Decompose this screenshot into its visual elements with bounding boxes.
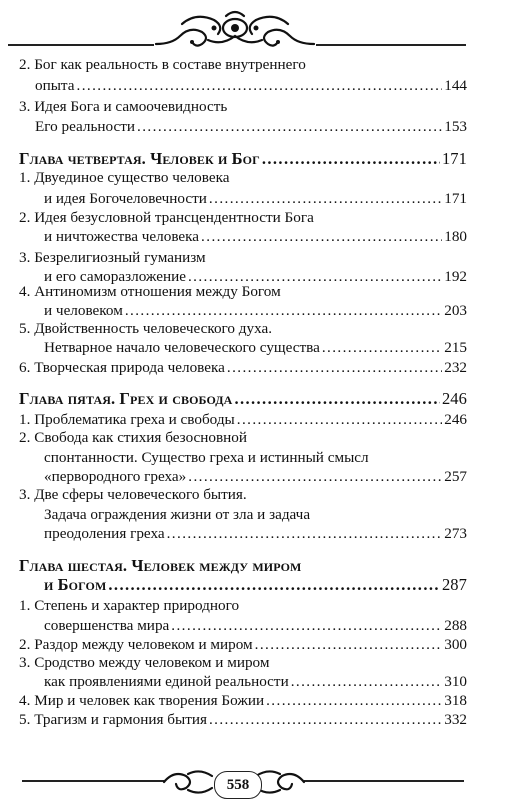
toc-entry-text: совершенства мира: [44, 617, 170, 634]
toc-entry-text: 2. Раздор между человеком и миром: [19, 636, 253, 653]
page-ref: 310: [444, 673, 467, 690]
page-ref: 203: [444, 302, 467, 319]
page-ref: 215: [444, 339, 467, 356]
dot-leader: [262, 149, 440, 169]
page-ref: 246: [441, 389, 467, 408]
toc-entry-line: 5. Двойственность человеческого духа.: [19, 320, 273, 337]
dot-leader: [125, 301, 442, 321]
chapter-heading: [19, 389, 467, 409]
toc-entry-text: опыта: [35, 77, 75, 94]
dot-leader: [209, 710, 442, 730]
toc-entry: [19, 635, 467, 655]
toc-entry-line: 2. Идея безусловной трансцендентности Бога: [19, 209, 314, 226]
header-ornament-icon: [152, 6, 318, 54]
dot-leader: [201, 227, 442, 247]
dot-leader: [171, 616, 442, 636]
chapter-heading: [19, 149, 467, 169]
toc-entry-text: и идея Богочеловечности: [44, 190, 207, 207]
page-number: 558: [214, 771, 262, 799]
toc-entry: [44, 227, 467, 247]
dot-leader: [291, 672, 443, 692]
toc-entry-text: преодоления греха: [44, 525, 165, 542]
chapter-heading-continuation-text: и Богом: [44, 575, 107, 594]
page-ref: 232: [444, 359, 467, 376]
page-ref: 288: [444, 617, 467, 634]
toc-entry: [19, 710, 467, 730]
toc-entry-line: 3. Две сферы человеческого бытия.: [19, 486, 247, 503]
page-ref: 246: [444, 411, 467, 428]
toc-entry-text: и его саморазложение: [44, 268, 186, 285]
page-ref: 300: [444, 636, 467, 653]
toc-entry-line: Задача ограждения жизни от зла и задача: [44, 506, 311, 523]
page-ref: 144: [444, 77, 467, 94]
page-ref: 171: [441, 149, 467, 168]
page-ref: 180: [444, 228, 467, 245]
toc-entry-line: 3. Безрелигиозный гуманизм: [19, 249, 206, 266]
page-ref: 192: [444, 268, 467, 285]
toc-entry-line: 2. Свобода как стихия безосновной: [19, 429, 248, 446]
toc-entry-text: и ничтожества человека: [44, 228, 200, 245]
toc-entry-text: 5. Трагизм и гармония бытия: [19, 711, 207, 728]
dot-leader: [188, 467, 442, 487]
dot-leader: [167, 524, 443, 544]
toc-entry: [44, 189, 467, 209]
toc-entry: [44, 338, 467, 358]
toc-entry: [19, 410, 467, 430]
toc-entry: [35, 76, 467, 96]
dot-leader: [237, 410, 442, 430]
page-ref: 332: [444, 711, 467, 728]
toc-entry-line: спонтанности. Существо греха и истинный смысл: [44, 449, 369, 466]
dot-leader: [234, 389, 440, 409]
toc-entry: [44, 301, 467, 321]
toc-entry-text: как проявлениями единой реальности: [44, 673, 289, 690]
chapter-heading-text: Глава пятая. Грех и свобода: [19, 389, 233, 408]
toc-entry: [44, 524, 467, 544]
page-ref: 273: [444, 525, 467, 542]
toc-entry-text: Нетварное начало человеческого существа: [44, 339, 320, 356]
page-ref: 153: [444, 118, 467, 135]
footer-rule-left: [22, 780, 164, 782]
toc-entry: [35, 117, 467, 137]
toc-entry-text: 6. Творческая природа человека: [19, 359, 225, 376]
dot-leader: [227, 358, 442, 378]
page-ref: 171: [444, 190, 467, 207]
dot-leader: [255, 635, 443, 655]
page-ref: 257: [444, 468, 467, 485]
toc-entry: [19, 691, 467, 711]
toc-entry-text: и человеком: [44, 302, 123, 319]
toc-entry-text: Его реальности: [35, 118, 136, 135]
toc-entry-line: 4. Антиномизм отношения между Богом: [19, 283, 281, 300]
toc-entry: [44, 467, 467, 487]
header-rule-right: [316, 44, 466, 46]
dot-leader: [209, 189, 442, 209]
chapter-heading-text: Глава шестая. Человек между миром: [19, 556, 302, 575]
dot-leader: [108, 575, 440, 595]
toc-entry: [19, 358, 467, 378]
dot-leader: [266, 691, 442, 711]
toc-entry-line: 3. Идея Бога и самоочевидность: [19, 98, 228, 115]
chapter-heading: [19, 556, 467, 576]
footer-rule-right: [304, 780, 464, 782]
toc-entry-line: 2. Бог как реальность в составе внутреннего: [19, 56, 306, 73]
toc-entry: [44, 616, 467, 636]
toc-entry-line: 1. Степень и характер природного: [19, 597, 240, 614]
toc-entry-text: 1. Проблематика греха и свободы: [19, 411, 235, 428]
dot-leader: [322, 338, 442, 358]
chapter-heading-text: Глава четвертая. Человек и Бог: [19, 149, 260, 168]
dot-leader: [77, 76, 443, 96]
toc-entry-text: «первородного греха»: [44, 468, 187, 485]
toc-entry-text: 4. Мир и человек как творения Божии: [19, 692, 265, 709]
page-ref: 318: [444, 692, 467, 709]
dot-leader: [137, 117, 442, 137]
chapter-heading-continuation: [44, 575, 467, 595]
header-rule-left: [8, 44, 154, 46]
page-ref: 287: [441, 575, 467, 594]
toc-entry-line: 3. Сродство между человеком и миром: [19, 654, 270, 671]
toc-entry-line: 1. Двуединое существо человека: [19, 169, 230, 186]
toc-entry: [44, 672, 467, 692]
